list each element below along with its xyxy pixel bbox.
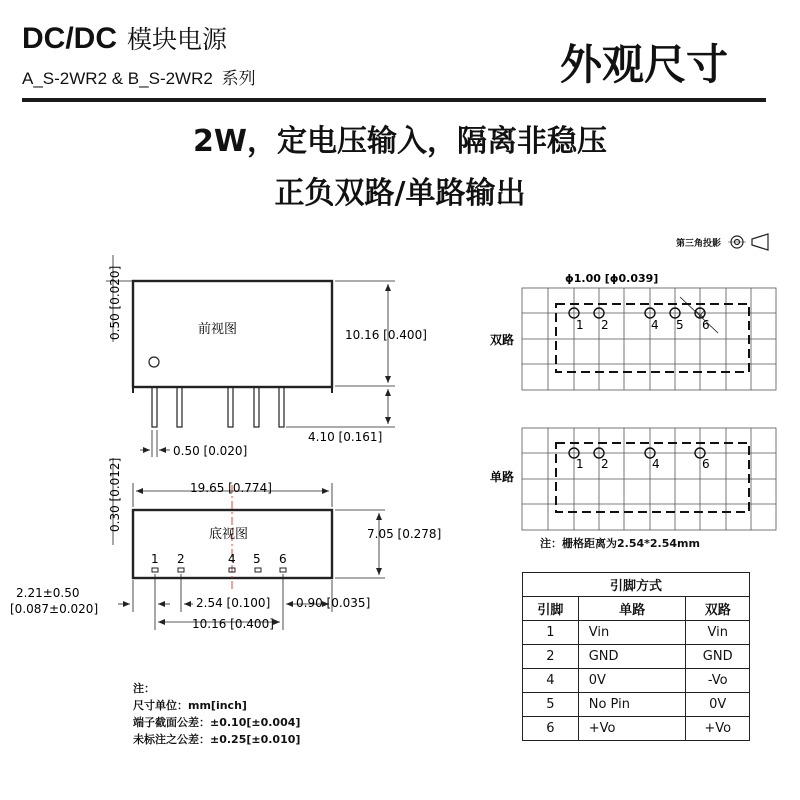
front-pin-length-dim: 4.10 [0.161] — [308, 430, 383, 444]
bottom-pin-number: 4 — [228, 552, 236, 566]
notes-heading: 注： — [133, 682, 155, 695]
table-row — [523, 693, 750, 717]
product-type: 模块电源 — [127, 25, 228, 54]
notes-unit: 尺寸单位：mm[inch] — [133, 699, 247, 712]
front-pin-6 — [279, 387, 284, 427]
dual-cell: GND — [686, 645, 750, 669]
single-pin-number: 1 — [576, 457, 584, 471]
pin-row-dim: 10.16 [0.400] — [192, 617, 274, 631]
front-view-label: 前视图 — [198, 322, 238, 337]
notes-terminal-tolerance: 端子截面公差：±0.10[±0.004] — [133, 716, 301, 729]
dual-layout-grid — [522, 288, 776, 390]
dual-pin-numbers — [576, 318, 710, 332]
dual-cell: 0V — [686, 693, 750, 717]
front-pin-4 — [228, 387, 233, 427]
pin-table-title: 引脚方式 — [523, 573, 750, 597]
single-cell: GND — [578, 645, 686, 669]
series-models: A_S-2WR2 & B_S-2WR2 — [22, 69, 213, 88]
single-layout-grid — [522, 428, 776, 530]
bottom-pin-number: 5 — [253, 552, 261, 566]
projection-label: 第三角投影 — [676, 239, 722, 249]
dual-pin-number: 1 — [576, 318, 584, 332]
dual-cell: Vin — [686, 621, 750, 645]
series-label: 系列 — [221, 69, 256, 89]
grid-note: 注：栅格距离为2.54*2.54mm — [540, 537, 700, 550]
subtitle-line-2: 正负双路/单路输出 — [274, 176, 526, 211]
front-view-drawing — [106, 255, 395, 457]
dual-pin-number: 4 — [651, 318, 659, 332]
single-pin-number: 6 — [702, 457, 710, 471]
pin-cell: 6 — [523, 717, 579, 741]
front-height-dim: 10.16 [0.400] — [345, 328, 427, 342]
notes-general-tolerance: 未标注之公差：±0.25[±0.010] — [133, 733, 301, 746]
bottom-view-label: 底视图 — [209, 527, 249, 542]
hole-diameter-label: ϕ1.00 [ϕ0.039] — [565, 272, 659, 285]
bottom-pin-number: 1 — [151, 552, 159, 566]
pitch-dim: 2.54 [0.100] — [196, 596, 271, 610]
subtitle-line-1: 2W，定电压输入，隔离非稳压 — [193, 124, 607, 159]
single-cell: +Vo — [578, 717, 686, 741]
notes-block — [133, 680, 300, 748]
pin-cell: 4 — [523, 669, 579, 693]
pin-table-header: 双路 — [686, 597, 750, 621]
table-row — [523, 645, 750, 669]
bottom-width-dim: 7.05 [0.278] — [367, 527, 442, 541]
bottom-pin-numbers — [151, 552, 287, 566]
product-line: DC/DC — [22, 22, 117, 55]
bottom-pin-number: 6 — [279, 552, 287, 566]
front-top-dim: 0.50 [0.020] — [108, 265, 122, 340]
table-row — [523, 621, 750, 645]
section-title: 外观尺寸 — [560, 40, 729, 89]
bottom-top-dim: 0.30 [0.012] — [108, 457, 122, 532]
single-layout-label: 单路 — [490, 470, 515, 484]
pin-cell: 5 — [523, 693, 579, 717]
bottom-length-dim: 19.65 [0.774] — [190, 481, 272, 495]
dual-cell: -Vo — [686, 669, 750, 693]
front-pin-5 — [254, 387, 259, 427]
pin-table-header: 引脚 — [523, 597, 579, 621]
front-pin-2 — [177, 387, 182, 427]
pin-offset-dim: 0.90 [0.035] — [296, 596, 371, 610]
pin-table-header: 单路 — [578, 597, 686, 621]
dual-layout-label: 双路 — [490, 333, 515, 347]
front-pin-width-dim: 0.50 [0.020] — [173, 444, 248, 458]
pin-cell: 1 — [523, 621, 579, 645]
first-pin-dim-inch: [0.087±0.020] — [10, 602, 99, 616]
third-angle-projection-icon — [728, 234, 768, 250]
single-pin-numbers — [576, 457, 710, 471]
single-cell: Vin — [578, 621, 686, 645]
single-cell: 0V — [578, 669, 686, 693]
single-pin-number: 2 — [601, 457, 609, 471]
bottom-pin-number: 2 — [177, 552, 185, 566]
single-cell: No Pin — [578, 693, 686, 717]
table-row — [523, 717, 750, 741]
dual-pin-number: 6 — [702, 318, 710, 332]
dual-pin-number: 5 — [676, 318, 684, 332]
dual-cell: +Vo — [686, 717, 750, 741]
table-row — [523, 669, 750, 693]
front-pin-1 — [152, 387, 157, 427]
pin-table — [522, 572, 750, 741]
pin-cell: 2 — [523, 645, 579, 669]
dual-pin-number: 2 — [601, 318, 609, 332]
single-pin-number: 4 — [652, 457, 660, 471]
first-pin-dim: 2.21±0.50 — [16, 586, 80, 600]
